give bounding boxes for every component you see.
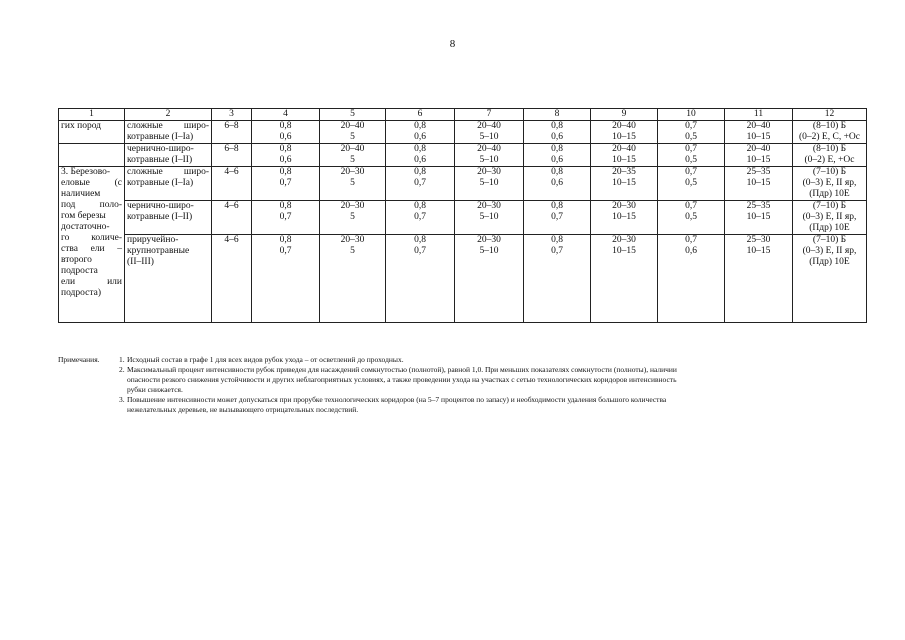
value-cell: 0,7 0,5 [658, 167, 725, 201]
value-cell: 20–30 10–15 [591, 235, 658, 323]
value-cell: 25–35 10–15 [725, 167, 793, 201]
value-cell: 0,8 0,7 [252, 167, 320, 201]
value-cell: 0,7 0,6 [658, 235, 725, 323]
table-row [59, 201, 867, 235]
note-number: 2. [119, 365, 125, 374]
col-header: 6 [386, 109, 455, 121]
forest-type-cell: гих пород [59, 121, 125, 144]
header-row [59, 109, 867, 121]
notes-section [58, 355, 848, 415]
value-cell: 0,8 0,6 [524, 167, 591, 201]
composition-cell: (8–10) Б (0–2) Е, С, +Ос [793, 121, 867, 144]
composition-cell: (7–10) Б (0–3) Е, II яр, (Пдр) 10Е [793, 235, 867, 323]
value-cell: 0,8 0,6 [252, 144, 320, 167]
value-cell: 0,8 0,6 [252, 121, 320, 144]
value-cell: 20–40 5–10 [455, 121, 524, 144]
site-type-cell: приручейно- крупнотравные (II–III) [125, 235, 212, 323]
age-cell: 4–6 [212, 167, 252, 201]
value-cell: 25–35 10–15 [725, 201, 793, 235]
value-cell: 0,8 0,6 [524, 121, 591, 144]
age-cell: 6–8 [212, 121, 252, 144]
note-text: Исходный состав в графе 1 для всех видов рубок ухода – от осветлений до проходных. [127, 355, 404, 364]
page-number: 8 [449, 38, 456, 50]
table-row [59, 144, 867, 167]
value-cell: 0,8 0,6 [524, 144, 591, 167]
table-row [59, 167, 867, 201]
composition-cell: (7–10) Б (0–3) Е, II яр, (Пдр) 10Е [793, 201, 867, 235]
value-cell: 0,7 0,5 [658, 144, 725, 167]
value-cell: 20–40 5–10 [455, 144, 524, 167]
col-header: 11 [725, 109, 793, 121]
col-header: 1 [59, 109, 125, 121]
col-header: 10 [658, 109, 725, 121]
note-number: 1. [119, 355, 125, 364]
value-cell: 0,7 0,5 [658, 121, 725, 144]
value-cell: 0,8 0,7 [252, 235, 320, 323]
site-type-cell: чернично-широ- котравные (I–II) [125, 144, 212, 167]
value-cell: 20–40 10–15 [591, 144, 658, 167]
value-cell: 20–30 5–10 [455, 167, 524, 201]
value-cell: 20–40 10–15 [725, 144, 793, 167]
composition-cell: (7–10) Б (0–3) Е, II яр, (Пдр) 10Е [793, 167, 867, 201]
table-row [59, 235, 867, 323]
col-header: 9 [591, 109, 658, 121]
age-cell: 6–8 [212, 144, 252, 167]
col-header: 12 [793, 109, 867, 121]
forest-type-cell: 3. Березово- еловые (с наличием под поло- гом березы достаточно- го количе- ства ели – второго подроста ели или подроста) [59, 167, 125, 323]
col-header: 3 [212, 109, 252, 121]
value-cell: 0,8 0,6 [386, 121, 455, 144]
note-text: Максимальный процент интенсивности рубок приведен для насаждений сомкнутостью (полнотой), равной 1,0. При меньших показателях сомкнутости (полноты), наличии опасности резкого снижения устойчивости и других неблагоприятных условиях, а также проведении ухода на участках с сетью технологических коридоров интенсивность рубки снижается. [127, 365, 677, 394]
value-cell: 20–35 10–15 [591, 167, 658, 201]
col-header: 4 [252, 109, 320, 121]
forest-thinning-table [58, 108, 867, 323]
value-cell: 0,8 0,7 [386, 235, 455, 323]
table-row [59, 121, 867, 144]
value-cell: 20–40 10–15 [591, 121, 658, 144]
note-number: 3. [119, 395, 125, 404]
site-type-cell: сложные широ- котравные (I–Ia) [125, 167, 212, 201]
note-item [58, 355, 848, 365]
value-cell: 0,8 0,6 [386, 144, 455, 167]
value-cell: 20–30 5–10 [455, 235, 524, 323]
value-cell: 0,8 0,7 [386, 167, 455, 201]
value-cell: 20–40 5 [320, 121, 386, 144]
site-type-cell: сложные широ- котравные (I–Ia) [125, 121, 212, 144]
value-cell: 25–30 10–15 [725, 235, 793, 323]
col-header: 8 [524, 109, 591, 121]
value-cell: 20–30 5 [320, 235, 386, 323]
site-type-cell: чернично-широ- котравные (I–II) [125, 201, 212, 235]
value-cell: 0,8 0,7 [252, 201, 320, 235]
value-cell: 20–30 5 [320, 167, 386, 201]
forest-type-cell [59, 144, 125, 167]
age-cell: 4–6 [212, 201, 252, 235]
value-cell: 20–40 10–15 [725, 121, 793, 144]
value-cell: 0,8 0,7 [524, 235, 591, 323]
note-item [58, 395, 848, 415]
age-cell: 4–6 [212, 235, 252, 323]
notes-label: Примечания. [58, 355, 100, 364]
value-cell: 20–30 5 [320, 201, 386, 235]
value-cell: 0,8 0,7 [524, 201, 591, 235]
note-text: Повышение интенсивности может допускаться при прорубке технологических коридоров (на 5–7 процентов по запасу) и необходимости удаления большого количества нежелательных деревьев, не вызывающего отрицательных последствий. [127, 395, 667, 414]
col-header: 5 [320, 109, 386, 121]
col-header: 2 [125, 109, 212, 121]
value-cell: 0,7 0,5 [658, 201, 725, 235]
value-cell: 20–40 5 [320, 144, 386, 167]
composition-cell: (8–10) Б (0–2) Е, +Ос [793, 144, 867, 167]
note-item [58, 365, 848, 395]
value-cell: 20–30 5–10 [455, 201, 524, 235]
col-header: 7 [455, 109, 524, 121]
value-cell: 20–30 10–15 [591, 201, 658, 235]
value-cell: 0,8 0,7 [386, 201, 455, 235]
